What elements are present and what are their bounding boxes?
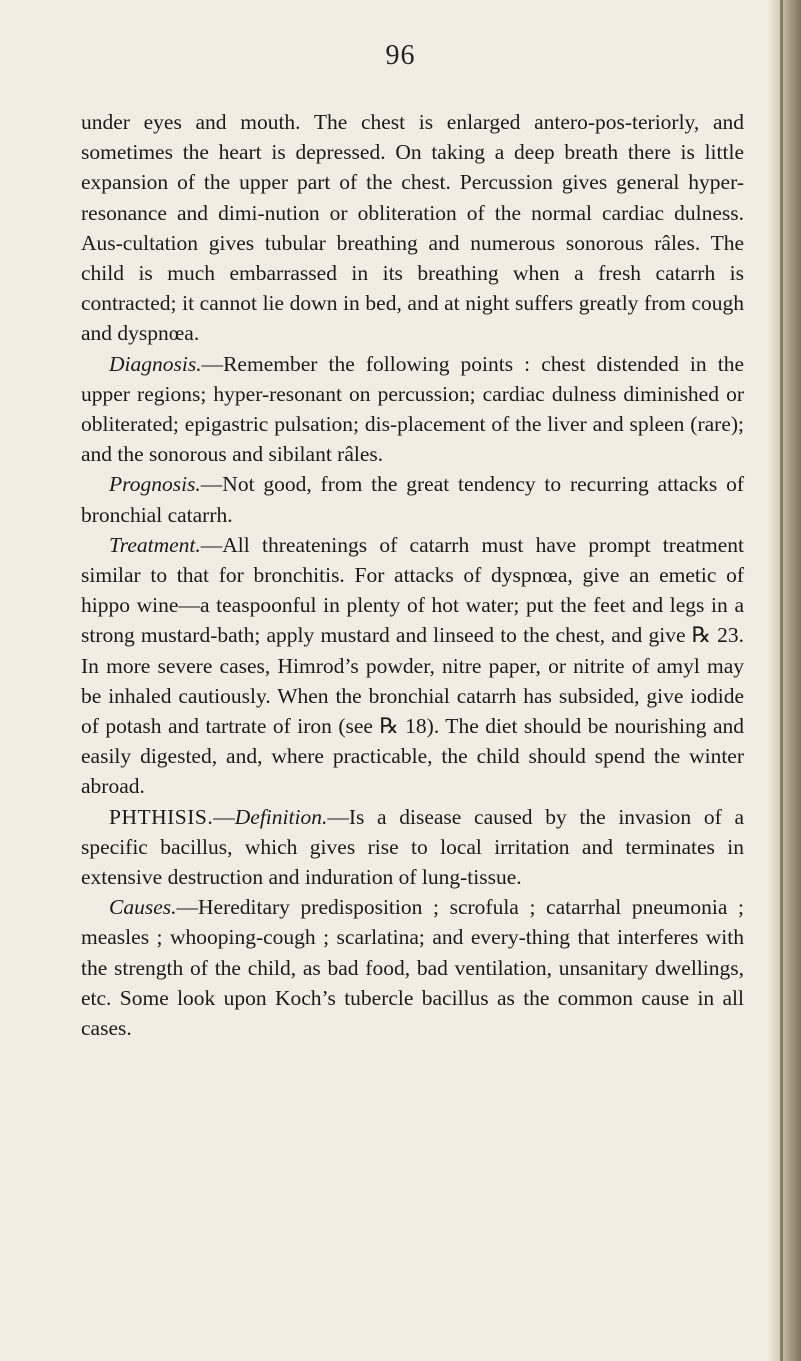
page-edge-line: [780, 0, 783, 1361]
section-heading-causes: Causes.: [109, 895, 177, 920]
section-heading-definition: Definition.: [234, 804, 328, 829]
paragraph-text: —Remember the following points : chest distended in the upper regions; hyper-resonant on percussion; cardiac dulness diminished or obliterated; epigastric pulsation; dis-placement of the liver and spleen (rare); and the sonorous and sibilant râles.: [81, 351, 744, 467]
paragraph-text: —Is a disease caused by the invasion of a specific bacillus, which gives rise to local irritation and terminates in extensive destruction and induration of lung-tissue.: [81, 804, 744, 890]
paragraph-text: —Hereditary predisposition ; scrofula ; catarrhal pneumonia ; measles ; whooping-cough ; scarlatina; and every-thing that interferes with the strength of the child, as bad food, bad ventilation, unsanitary dwellings, etc. Some look upon Koch’s tubercle bacillus as the common cause in all cases.: [81, 895, 744, 1041]
page-number: 96: [385, 40, 416, 71]
paragraph-text: under eyes and mouth. The chest is enlarged antero-pos-teriorly, and sometimes the heart is depressed. On taking a deep breath there is little expansion of the upper part of the chest. Percussion gives general hyper-resonance and dimi-nution or obliteration of the normal cardiac dulness. Aus-cultation gives tubular breathing and numerous sonorous râles. The child is much embarrassed in its breathing when a fresh catarrh is contracted; it cannot lie down in bed, and at night suffers greatly from cough and dyspnœa.: [81, 110, 744, 346]
paragraph-causes: [81, 892, 744, 1043]
paragraph-diagnosis: [81, 349, 744, 470]
paragraph-text: —Not good, from the great tendency to recurring attacks of bronchial catarrh.: [81, 472, 744, 527]
section-title-phthisis: PHTHISIS.: [109, 804, 214, 829]
heading-dash: —: [213, 804, 235, 829]
paragraph-text: —All threatenings of catarrh must have prompt treatment similar to that for bronchitis. For attacks of dyspnœa, give an emetic of hippo wine—a teaspoonful in plenty of hot water; put the feet and legs in a strong mustard-bath; apply mustard and linseed to the chest, and give ℞ 23. In more severe cases, Himrod’s powder, nitre paper, or nitrite of amyl may be inhaled cautiously. When the bronchial catarrh has subsided, give iodide of potash and tartrate of iron (see ℞ 18). The diet should be nourishing and easily digested, and, where practicable, the child should spend the winter abroad.: [81, 532, 744, 799]
paragraph-phthisis: [81, 802, 744, 893]
paragraph-description: [81, 107, 744, 349]
section-heading-prognosis: Prognosis.: [109, 472, 201, 497]
section-heading-diagnosis: Diagnosis.: [109, 351, 202, 376]
section-heading-treatment: Treatment.: [109, 532, 201, 557]
body-text: [81, 107, 744, 1043]
page-edge-shadow: [767, 0, 801, 1361]
paragraph-treatment: [81, 530, 744, 802]
paragraph-prognosis: [81, 469, 744, 529]
